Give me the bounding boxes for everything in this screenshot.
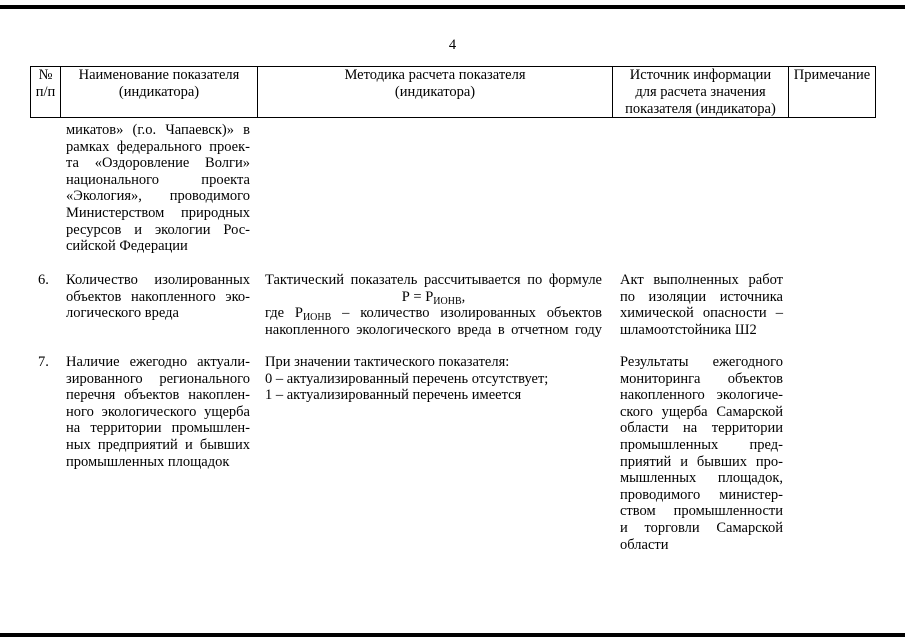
- top-border-line: [0, 5, 905, 9]
- text-line: 0 – актуализированный перечень отсутствует;: [265, 370, 549, 387]
- continuation-name-cell: [66, 122, 250, 255]
- header-text: показателя (индикатора): [625, 101, 776, 117]
- header-text: (индикатора): [394, 84, 476, 100]
- page-number: 4: [448, 37, 457, 53]
- row-6-source-cell: [620, 272, 783, 338]
- text-line: ского ущерба Самарской: [620, 403, 783, 420]
- text-line: ного экологического ущерба: [66, 403, 250, 420]
- row-7-number: 7.: [38, 354, 49, 370]
- text-line: ных предприятий и бывших: [66, 436, 250, 453]
- header-cell-indicator-name: [61, 67, 258, 117]
- formula-line: [265, 289, 602, 306]
- text-line: 1 – актуализированный перечень имеется: [265, 387, 522, 404]
- text-line: по изоляции источника: [620, 288, 783, 305]
- text-line: зированного регионального: [66, 370, 250, 387]
- header-text: №: [38, 67, 53, 83]
- formula-text: Р = Р: [401, 288, 434, 305]
- text-line: мониторинга объектов: [620, 370, 783, 387]
- row-7-source-cell: [620, 354, 783, 553]
- text-line: перечня объектов накоплен-: [66, 387, 250, 404]
- text-line: области на территории: [620, 420, 783, 437]
- text-line: ресурсов и экологии Рос-: [66, 221, 250, 238]
- text-line: приятий и бывших про-: [620, 453, 783, 470]
- row-6-method-cell: [265, 272, 602, 338]
- row-6-name-cell: [66, 272, 250, 322]
- header-cell-number: [31, 67, 61, 117]
- text-line: рамках федерального проек-: [66, 138, 250, 155]
- definition-subscript: ИОНВ: [302, 312, 332, 324]
- formula-suffix: ,: [461, 288, 466, 305]
- row-7-name-cell: [66, 354, 250, 470]
- text-line: проводимого министер-: [620, 486, 783, 503]
- text-line: «Экология», проводимого: [66, 188, 250, 205]
- text-line: логического вреда: [66, 305, 179, 322]
- text-line: шламоотстойника Ш2: [620, 321, 757, 338]
- text-line: накопленного экологического вреда в отчетном году: [265, 321, 602, 338]
- header-cell-note: [789, 67, 875, 117]
- formula-subscript: ИОНВ: [433, 295, 462, 307]
- text-line: Наличие ежегодно актуали-: [66, 354, 250, 370]
- text-line: микатов» (г.о. Чапаевск)» в: [66, 122, 250, 138]
- definition-suffix: – количество изолированных объектов: [331, 305, 602, 322]
- text-line: промышленных площадок: [66, 453, 230, 470]
- header-text: Методика расчета показателя: [344, 67, 526, 83]
- text-line: та «Оздоровление Волги»: [66, 155, 250, 172]
- header-text: п/п: [35, 84, 56, 100]
- row-7-method-cell: [265, 354, 602, 404]
- text-line: Результаты ежегодного: [620, 354, 783, 370]
- bottom-border-line: [0, 633, 905, 637]
- text-line: национального проекта: [66, 171, 250, 188]
- text-line: накопленного экологиче-: [620, 387, 783, 404]
- header-text: Примечание: [793, 67, 871, 83]
- text-line: и торговли Самарской: [620, 519, 783, 536]
- table-header: [30, 66, 876, 118]
- text-line: Акт выполненных работ: [620, 272, 783, 288]
- text-line: ством промышленности: [620, 503, 783, 520]
- text-line: химической опасности –: [620, 305, 783, 322]
- text-line: Министерством природных: [66, 204, 250, 221]
- definition-text: где Р: [265, 305, 303, 322]
- header-cell-calculation-method: [258, 67, 613, 117]
- text-line: мышленных площадок,: [620, 470, 783, 487]
- definition-line: [265, 305, 602, 322]
- text-line: Количество изолированных: [66, 272, 250, 288]
- header-text: (индикатора): [118, 84, 200, 100]
- header-text: Источник информации: [629, 67, 772, 83]
- text-line: промышленных пред-: [620, 436, 783, 453]
- header-cell-information-source: [613, 67, 789, 117]
- text-line: области: [620, 536, 669, 553]
- header-text: для расчета значения: [635, 84, 766, 100]
- text-line: Тактический показатель рассчитывается по формуле: [265, 272, 602, 288]
- text-line: объектов накопленного эко-: [66, 288, 250, 305]
- text-line: сийской Федерации: [66, 238, 188, 255]
- text-line: на территории промышлен-: [66, 420, 250, 437]
- row-6-number: 6.: [38, 272, 49, 288]
- text-line: При значении тактического показателя:: [265, 354, 510, 370]
- header-text: Наименование показателя: [78, 67, 240, 83]
